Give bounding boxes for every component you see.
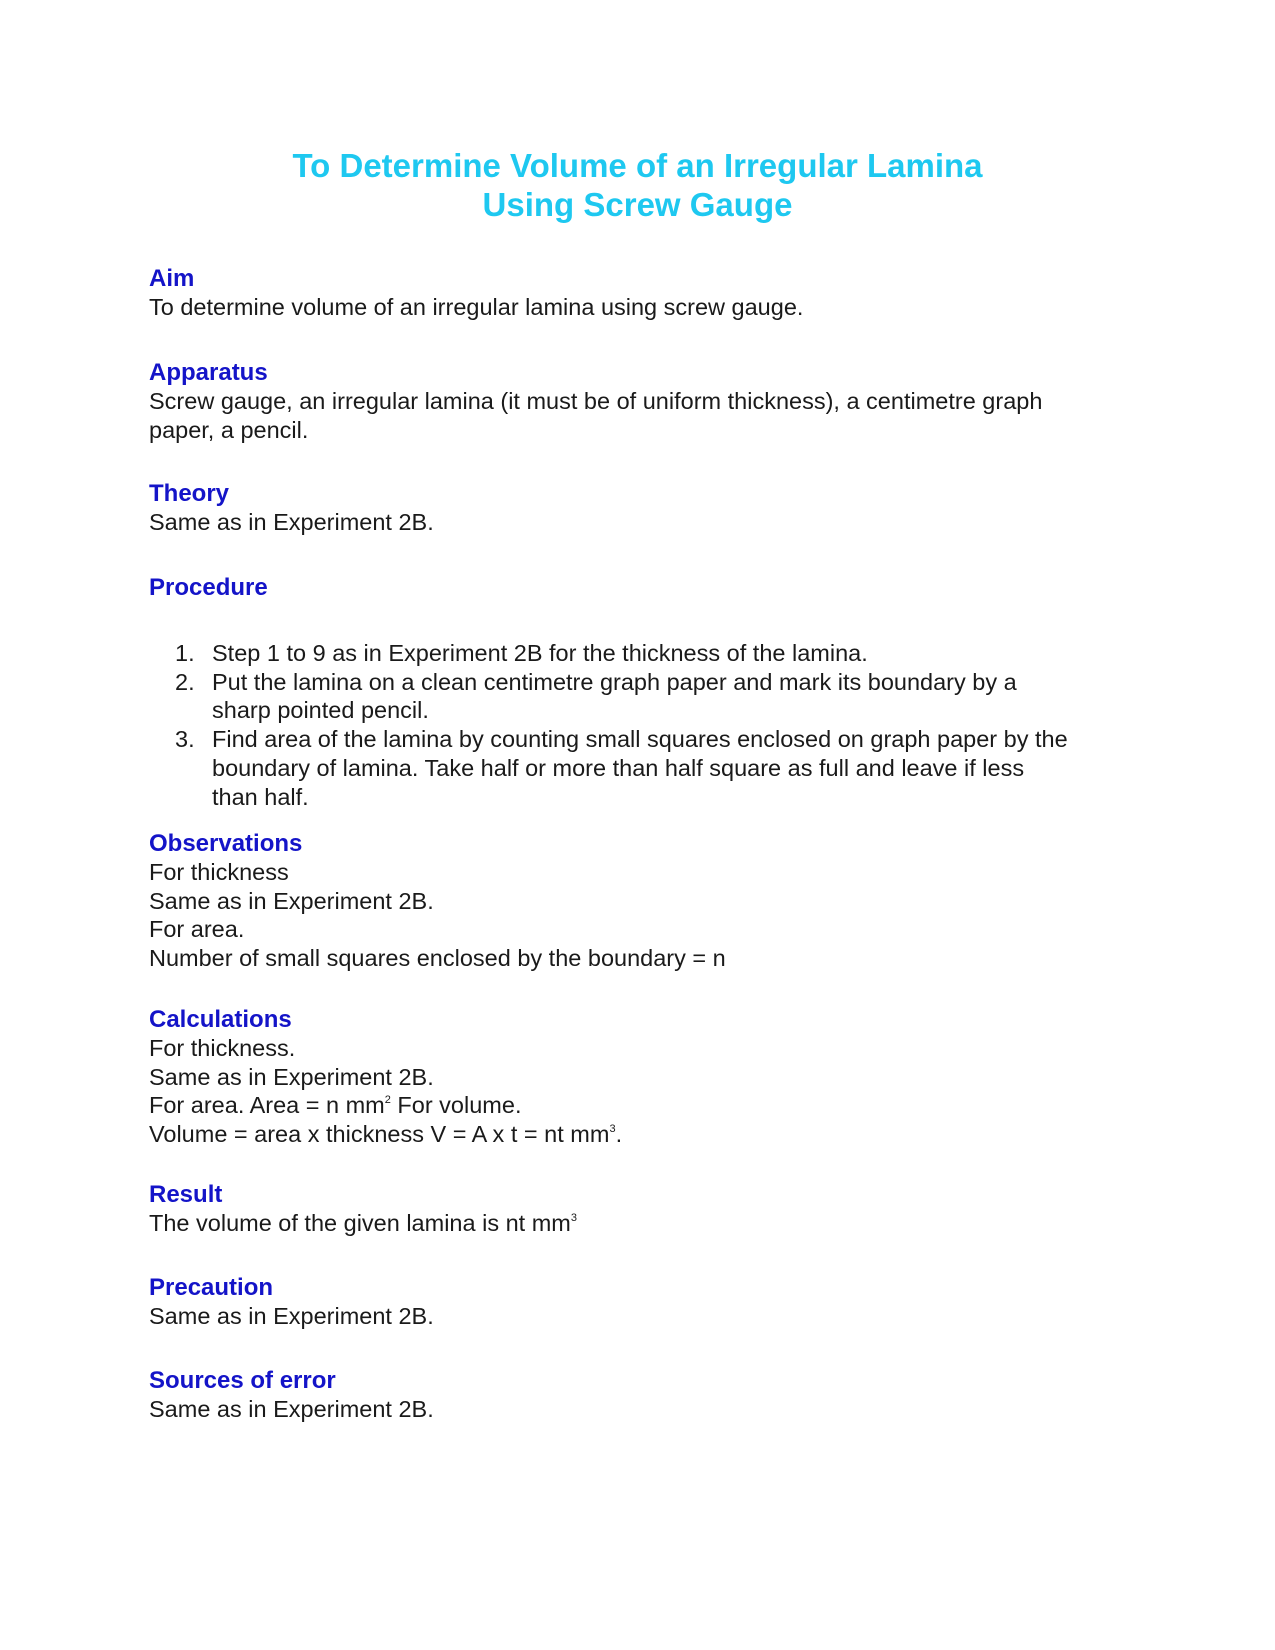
sources-of-error-text: Same as in Experiment 2B. [149, 1396, 434, 1422]
precaution-text: Same as in Experiment 2B. [149, 1303, 434, 1329]
observations-line-3: For area. [149, 916, 245, 943]
step-text-line: than half. [212, 783, 309, 810]
area-formula: For area. Area = n mm [149, 1092, 385, 1119]
calculations-line-1: For thickness. [149, 1035, 296, 1061]
apparatus-text-line-1: Screw gauge, an irregular lamina (it must be of uniform thickness), a centimetre graph [149, 388, 1043, 414]
observations-line-1: For thickness [149, 859, 289, 885]
precaution-heading: Precaution [149, 1274, 274, 1301]
area-unit-exponent: 2 [384, 1094, 391, 1107]
calculations-line-2: Same as in Experiment 2B. [149, 1063, 434, 1090]
step-text-line: Put the lamina on a clean centimetre graph paper and mark its boundary by a [212, 668, 1017, 695]
sources-of-error-heading: Sources of error [149, 1367, 336, 1394]
step-text-line: Find area of the lamina by counting small squares enclosed on graph paper by the [212, 726, 1068, 753]
step-text-line: Step 1 to 9 as in Experiment 2B for the thickness of the lamina. [212, 640, 868, 666]
step-text-line: sharp pointed pencil. [212, 697, 429, 724]
observations-heading: Observations [149, 830, 303, 857]
aim-section [149, 264, 1149, 322]
result-heading: Result [149, 1181, 223, 1208]
step-text-line: boundary of lamina. Take half or more than half square as full and leave if less [212, 754, 1025, 781]
procedure-step [149, 639, 1149, 668]
calculations-line-4 [149, 1120, 1149, 1149]
theory-text: Same as in Experiment 2B. [149, 509, 434, 535]
procedure-section [149, 573, 1149, 602]
result-section [149, 1180, 1149, 1238]
procedure-step [149, 668, 1149, 725]
procedure-step [149, 725, 1149, 811]
procedure-list [149, 639, 1149, 811]
result-text [149, 1209, 1149, 1238]
observations-line-2: Same as in Experiment 2B. [149, 887, 434, 914]
apparatus-heading: Apparatus [149, 359, 268, 386]
procedure-heading: Procedure [149, 574, 268, 601]
theory-section [149, 479, 1149, 537]
volume-unit-exponent: 3 [609, 1123, 616, 1136]
calculations-heading: Calculations [149, 1006, 292, 1033]
aim-heading: Aim [149, 265, 195, 292]
observations-section [149, 829, 1149, 973]
volume-formula: Volume = area x thickness V = A x t = nt mm [149, 1121, 610, 1148]
apparatus-text-line-2: paper, a pencil. [149, 416, 309, 443]
step-number: 3. [175, 726, 195, 753]
volume-formula-end: . [615, 1121, 623, 1148]
calculations-section [149, 1005, 1149, 1149]
observations-line-4: Number of small squares enclosed by the boundary = n [149, 945, 726, 972]
step-number: 1. [175, 640, 195, 666]
step-number: 2. [175, 668, 195, 695]
result-statement: The volume of the given lamina is nt mm [149, 1210, 571, 1236]
title-line-2: Using Screw Gauge [482, 186, 793, 223]
title-line-1: To Determine Volume of an Irregular Lamina [292, 147, 983, 184]
result-unit-exponent: 3 [570, 1212, 578, 1224]
volume-label: For volume. [390, 1092, 522, 1119]
apparatus-section [149, 358, 1149, 444]
precaution-section [149, 1273, 1149, 1331]
sources-of-error-section [149, 1366, 1149, 1424]
calculations-line-3 [149, 1091, 1149, 1120]
theory-heading: Theory [149, 480, 230, 507]
aim-text: To determine volume of an irregular lamina using screw gauge. [149, 294, 804, 320]
page-title [0, 146, 1275, 224]
